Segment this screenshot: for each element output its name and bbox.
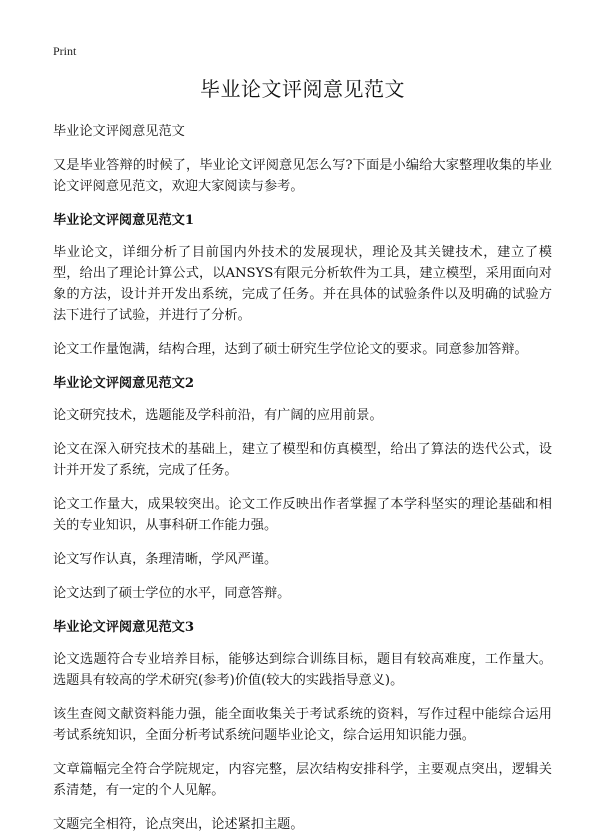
section-heading: 毕业论文评阅意见范文2 bbox=[53, 376, 195, 391]
intro-paragraph: 又是毕业答辩的时候了，毕业论文评阅意见怎么写?下面是小编给大家整理收集的毕业论文评阅意见范文，欢迎大家阅读与参考。 bbox=[53, 158, 552, 194]
section-heading: 毕业论文评阅意见范文3 bbox=[53, 620, 195, 635]
section-paragraph: 文章篇幅完全符合学院规定，内容完整，层次结构安排科学，主要观点突出，逻辑关系清楚，有一定的个人见解。 bbox=[53, 762, 552, 798]
section-paragraph: 文题完全相符，论点突出，论述紧扣主题。 bbox=[53, 817, 304, 832]
section-paragraph: 论文选题符合专业培养目标，能够达到综合训练目标，题目有较高难度，工作量大。选题具有较高的学术研究(参考)价值(较大的实践指导意义)。 bbox=[53, 652, 552, 688]
section-paragraph: 论文写作认真，条理清晰，学风严谨。 bbox=[53, 552, 278, 567]
section-paragraph: 毕业论文，详细分析了目前国内外技术的发展现状，理论及其关键技术，建立了模型，给出了理论计算公式，以ANSYS有限元分析软件为工具，建立模型，采用面向对象的方法，设计并开发出系统，完成了任务。并在具体的试验条件以及明确的试验方法下进行了试验，并进行了分析。 bbox=[53, 245, 552, 323]
section-paragraph: 论文达到了硕士学位的水平，同意答辩。 bbox=[53, 586, 291, 601]
section-paragraph: 论文工作量大，成果较突出。论文工作反映出作者掌握了本学科坚实的理论基础和相关的专业知识，从事科研工作能力强。 bbox=[53, 497, 552, 533]
section-paragraph: 论文在深入研究技术的基础上，建立了模型和仿真模型，给出了算法的迭代公式，设计并开发了系统，完成了任务。 bbox=[53, 442, 552, 478]
intro-paragraph: 毕业论文评阅意见范文 bbox=[53, 124, 185, 139]
print-link[interactable]: Print bbox=[53, 44, 77, 58]
section-heading: 毕业论文评阅意见范文1 bbox=[53, 213, 195, 228]
section-paragraph: 论文工作量饱满，结构合理，达到了硕士研究生学位论文的要求。同意参加答辩。 bbox=[53, 342, 528, 357]
section-paragraph: 该生查阅文献资料能力强，能全面收集关于考试系统的资料，写作过程中能综合运用考试系统知识，全面分析考试系统问题毕业论文，综合运用知识能力强。 bbox=[53, 707, 552, 743]
document-title: 毕业论文评阅意见范文 bbox=[200, 77, 405, 101]
section-paragraph: 论文研究技术，选题能及学科前沿，有广阔的应用前景。 bbox=[53, 408, 383, 423]
